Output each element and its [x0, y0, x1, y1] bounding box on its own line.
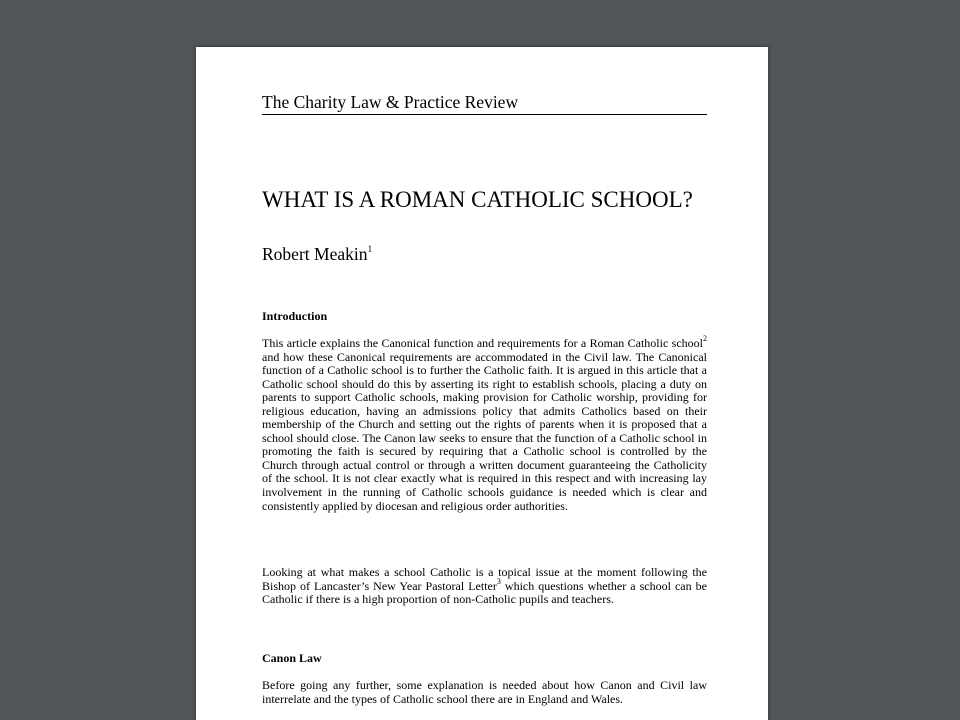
introduction-paragraph-1	[262, 334, 707, 513]
paragraph-text: and how these Canonical requirements are accommodated in the Civil law. The Canonical function of a Catholic school is to further the Catholic faith. It is argued in this article that a Catholic school should do this by asserting its right to establish schools, placing a duty on parents to support Catholic schools, making provision for Catholic worship, providing for religious education, having an admissions policy that admits Catholics based on their membership of the Church and setting out the rights of parents when it is proposed that a school should close. The Canon law seeks to ensure that the function of a Catholic school in promoting the faith is secured by requiring that a Catholic school is controlled by the Church through actual control or through a written document guaranteeing the Catholicity of the school. It is not clear exactly what is required in this respect and with increasing lay involvement in the running of Catholic schools guidance is needed which is clear and consistently applied by diocesan and religious order authorities.	[262, 349, 707, 513]
footnote-marker-3[interactable]: 3	[496, 576, 501, 586]
article-title: WHAT IS A ROMAN CATHOLIC SCHOOL?	[262, 187, 693, 212]
canon-law-paragraph-1: Before going any further, some explanation is needed about how Canon and Civil law interrelate and the types of Catholic school there are in England and Wales.	[262, 678, 707, 706]
section-heading-canon-law: Canon Law	[262, 651, 322, 665]
journal-title: The Charity Law & Practice Review	[262, 91, 707, 115]
document-page	[196, 47, 768, 720]
author-line	[262, 244, 372, 264]
section-heading-introduction: Introduction	[262, 309, 328, 323]
paragraph-text: This article explains the Canonical function and requirements for a Roman Catholic school	[262, 336, 703, 350]
author-name: Robert Meakin	[262, 244, 368, 264]
introduction-paragraph-2	[262, 566, 707, 607]
author-footnote-marker[interactable]: 1	[367, 245, 373, 255]
paragraph-text: Looking at what makes a school Catholic is a topical issue at the moment following the Bishop of Lancaster’s New Year Pastoral Letter	[262, 565, 707, 593]
footnote-marker-2[interactable]: 2	[703, 334, 707, 343]
paragraph-text: which questions whether a school can be Catholic if there is a high proportion of non-Catholic pupils and teachers.	[262, 578, 707, 607]
